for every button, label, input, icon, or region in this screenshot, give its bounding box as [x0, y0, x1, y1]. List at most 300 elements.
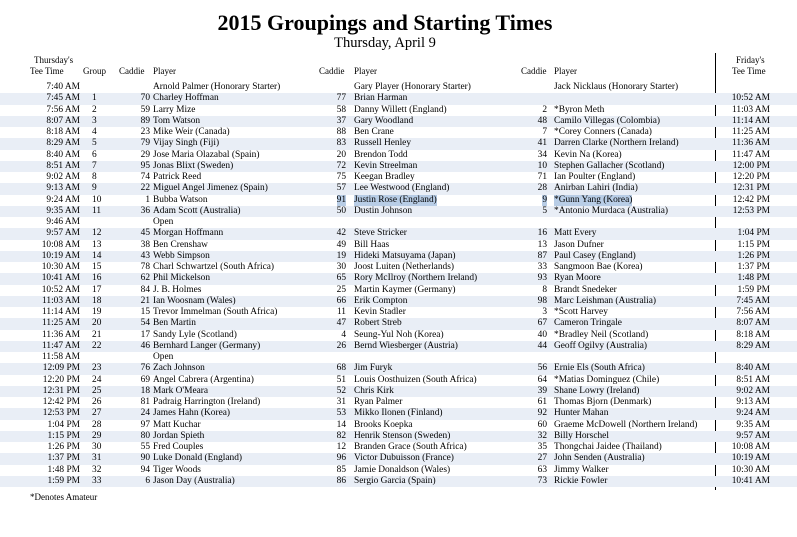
player-1: Angel Cabrera (Argentina): [153, 374, 254, 385]
caddie-number-1: 84: [140, 284, 150, 295]
thursday-tee-time: 7:40 AM: [46, 82, 80, 92]
friday-tee-time: 10:30 AM: [731, 464, 770, 475]
caddie-number-3: 13: [537, 239, 547, 250]
thursday-tee-time: 1:26 PM: [47, 442, 80, 452]
player-2: Louis Oosthuizen (South Africa): [354, 374, 477, 385]
caddie-number-2: 82: [336, 430, 346, 441]
thursday-tee-time: 1:59 PM: [47, 475, 80, 486]
player-2: Brian Harman: [354, 93, 408, 104]
player-3: Paul Casey (England): [554, 250, 636, 261]
friday-tee-time: 1:26 PM: [737, 250, 770, 261]
group-number: 7: [92, 160, 97, 171]
player-3: Stephen Gallacher (Scotland): [554, 160, 665, 171]
player-2: Victor Dubuisson (France): [354, 453, 454, 464]
table-row: [0, 386, 797, 397]
player-2: Branden Grace (South Africa): [354, 442, 467, 452]
thursday-tee-time: 1:48 PM: [47, 464, 80, 475]
caddie-number-2: 77: [336, 93, 346, 104]
group-number: 31: [92, 453, 102, 464]
player-1: Luke Donald (England): [153, 453, 243, 464]
group-number: 28: [92, 419, 102, 430]
group-number: 19: [92, 307, 102, 317]
player-1: Fred Couples: [153, 442, 204, 452]
player-1: Tom Watson: [153, 115, 201, 126]
table-row: [0, 273, 797, 284]
player-3: Brandt Snedeker: [554, 284, 617, 295]
table-row: [0, 240, 797, 251]
header-friday-top: Friday's: [736, 55, 765, 65]
group-number: 15: [92, 262, 102, 272]
caddie-number-2: 25: [336, 284, 346, 295]
caddie-number-2: 72: [336, 160, 346, 171]
table-row: [0, 363, 797, 374]
caddie-number-1: 6: [145, 475, 150, 486]
caddie-number-1: 55: [140, 442, 150, 452]
caddie-number-1: 69: [140, 374, 150, 385]
player-3: Sangmoon Bae (Korea): [554, 262, 643, 272]
friday-tee-time: 8:40 AM: [736, 363, 770, 374]
caddie-number-2: 86: [336, 475, 346, 486]
player-3: Graeme McDowell (Northern Ireland): [554, 419, 698, 430]
caddie-number-1: 79: [140, 138, 150, 149]
thursday-tee-time: 10:30 AM: [41, 262, 80, 272]
player-1: Adam Scott (Australia): [153, 205, 241, 216]
table-row: [0, 330, 797, 341]
page-subtitle: Thursday, April 9: [334, 35, 436, 51]
caddie-number-1: 18: [140, 385, 150, 396]
caddie-number-1: 97: [140, 419, 150, 430]
player-1: Charl Schwartzel (South Africa): [153, 262, 275, 272]
table-row: [0, 453, 797, 464]
caddie-number-3: 73: [537, 475, 547, 486]
thursday-tee-time: 11:03 AM: [42, 295, 80, 306]
group-number: 16: [92, 273, 102, 284]
player-2: Gary Woodland: [354, 115, 414, 126]
caddie-number-3: 98: [537, 295, 547, 306]
caddie-number-1: 70: [140, 93, 150, 104]
player-2: Chris Kirk: [354, 385, 394, 396]
group-number: 13: [92, 239, 102, 250]
friday-tee-time: 8:29 AM: [736, 340, 770, 351]
player-2: Russell Henley: [354, 138, 412, 149]
player-3: Matt Every: [554, 228, 597, 239]
player-1: Larry Mize: [153, 104, 196, 115]
caddie-number-3: 3: [542, 307, 547, 317]
player-3: Ernie Els (South Africa): [554, 363, 645, 374]
friday-tee-time: 11:03 AM: [732, 104, 770, 115]
caddie-number-3: 5: [542, 205, 547, 216]
player-2: Joost Luiten (Netherlands): [354, 262, 454, 272]
caddie-number-2: 51: [336, 374, 346, 385]
player-2: Mikko Ilonen (Finland): [354, 408, 443, 419]
caddie-number-2: 75: [336, 172, 346, 182]
caddie-number-3: 28: [537, 183, 547, 194]
player-3: Ian Poulter (England): [554, 172, 636, 182]
caddie-number-3: 9: [542, 194, 547, 205]
caddie-number-3: 40: [537, 329, 547, 340]
table-row: [0, 82, 797, 93]
friday-tee-time: 8:07 AM: [736, 318, 770, 329]
table-row: [0, 116, 797, 127]
player-3: Shane Lowry (Ireland): [554, 385, 640, 396]
friday-tee-time: 9:35 AM: [736, 419, 770, 430]
header-player-2: Player: [354, 66, 377, 76]
table-row: [0, 251, 797, 262]
thursday-tee-time: 10:08 AM: [41, 239, 80, 250]
caddie-number-2: 4: [341, 329, 346, 340]
player-3: Ryan Moore: [554, 273, 601, 284]
group-number: 5: [92, 138, 97, 149]
caddie-number-1: 43: [140, 250, 150, 261]
player-3: Jack Nicklaus (Honorary Starter): [554, 82, 679, 92]
caddie-number-1: 15: [140, 307, 150, 317]
table-row: [0, 431, 797, 442]
player-2: Brendon Todd: [354, 149, 408, 160]
group-number: 22: [92, 340, 102, 351]
group-number: 20: [92, 318, 102, 329]
table-row: [0, 150, 797, 161]
caddie-number-3: 44: [537, 340, 547, 351]
thursday-tee-time: 7:56 AM: [46, 104, 80, 115]
friday-tee-time: 1:48 PM: [737, 273, 770, 284]
player-2: Sergio Garcia (Spain): [354, 475, 436, 486]
friday-tee-time: 10:19 AM: [731, 453, 770, 464]
caddie-number-1: 78: [140, 262, 150, 272]
group-number: 10: [92, 194, 102, 205]
groupings-table: [0, 82, 797, 487]
caddie-number-3: 16: [537, 228, 547, 239]
group-number: 32: [92, 464, 102, 475]
player-2: Seung-Yul Noh (Korea): [354, 329, 444, 340]
player-2: Dustin Johnson: [354, 205, 413, 216]
player-1: Arnold Palmer (Honorary Starter): [153, 82, 281, 92]
caddie-number-2: 20: [336, 149, 346, 160]
player-2: Jamie Donaldson (Wales): [354, 464, 451, 475]
friday-tee-time: 12:20 PM: [732, 172, 770, 182]
table-row: [0, 217, 797, 228]
player-2: Henrik Stenson (Sweden): [354, 430, 451, 441]
player-3: *Byron Meth: [554, 104, 605, 115]
header-thursday-tee-time: Tee Time: [30, 66, 64, 76]
caddie-number-2: 88: [336, 127, 346, 137]
group-number: 1: [92, 93, 97, 104]
caddie-number-1: 38: [140, 239, 150, 250]
thursday-tee-time: 11:25 AM: [42, 318, 80, 329]
player-2: Martin Kaymer (Germany): [354, 284, 456, 295]
group-number: 21: [92, 329, 102, 340]
friday-tee-time: 12:42 PM: [732, 194, 770, 205]
caddie-number-1: 17: [140, 329, 150, 340]
group-number: 29: [92, 430, 102, 441]
table-row: [0, 476, 797, 487]
group-number: 9: [92, 183, 97, 194]
thursday-tee-time: 8:29 AM: [46, 138, 80, 149]
player-3: *Antonio Murdaca (Australia): [554, 205, 669, 216]
caddie-number-1: 94: [140, 464, 150, 475]
thursday-tee-time: 8:07 AM: [46, 115, 80, 126]
caddie-number-1: 45: [140, 228, 150, 239]
table-row: [0, 172, 797, 183]
table-row: [0, 352, 797, 363]
table-row: [0, 161, 797, 172]
player-1: Open: [153, 352, 174, 362]
header-caddie-3: Caddie: [521, 66, 547, 76]
table-row: [0, 93, 797, 104]
friday-tee-time: 8:18 AM: [736, 329, 770, 340]
caddie-number-2: 65: [336, 273, 346, 284]
player-3: John Senden (Australia): [554, 453, 645, 464]
player-3: Marc Leishman (Australia): [554, 295, 657, 306]
player-2: Hideki Matsuyama (Japan): [354, 250, 456, 261]
player-3: Camilo Villegas (Colombia): [554, 115, 661, 126]
caddie-number-3: 93: [537, 273, 547, 284]
caddie-number-2: 58: [336, 104, 346, 115]
friday-tee-time: 11:14 AM: [732, 115, 770, 126]
caddie-number-3: 56: [537, 363, 547, 374]
player-1: Jose Maria Olazabal (Spain): [153, 149, 260, 160]
thursday-tee-time: 10:52 AM: [41, 284, 80, 295]
thursday-tee-time: 12:53 PM: [42, 408, 80, 419]
thursday-tee-time: 1:37 PM: [47, 453, 80, 464]
thursday-tee-time: 10:41 AM: [41, 273, 80, 284]
table-row: [0, 183, 797, 194]
player-1: Ben Crenshaw: [153, 239, 208, 250]
caddie-number-3: 61: [537, 397, 547, 407]
caddie-number-2: 91: [336, 194, 346, 205]
caddie-number-3: 63: [537, 464, 547, 475]
player-1: Miguel Angel Jimenez (Spain): [153, 183, 268, 194]
player-1: Trevor Immelman (South Africa): [153, 307, 278, 317]
player-1: Patrick Reed: [153, 172, 202, 182]
player-1: Open: [153, 217, 174, 227]
table-row: [0, 408, 797, 419]
thursday-tee-time: 9:46 AM: [46, 217, 80, 227]
player-2: Kevin Streelman: [354, 160, 418, 171]
table-row: [0, 138, 797, 149]
player-3: *Scott Harvey: [554, 307, 608, 317]
group-number: 11: [92, 205, 102, 216]
player-3: Cameron Tringale: [554, 318, 622, 329]
caddie-number-1: 36: [140, 205, 150, 216]
player-3: Geoff Ogilvy (Australia): [554, 340, 648, 351]
player-1: Tiger Woods: [153, 464, 201, 475]
caddie-number-3: 41: [537, 138, 547, 149]
player-1: Bernhard Langer (Germany): [153, 340, 261, 351]
caddie-number-3: 8: [542, 284, 547, 295]
caddie-number-3: 48: [537, 115, 547, 126]
thursday-tee-time: 9:57 AM: [46, 228, 80, 239]
table-row: [0, 285, 797, 296]
player-1: James Hahn (Korea): [153, 408, 231, 419]
table-row: [0, 375, 797, 386]
caddie-number-1: 59: [140, 104, 150, 115]
caddie-number-3: 33: [537, 262, 547, 272]
table-row: [0, 318, 797, 329]
caddie-number-1: 90: [140, 453, 150, 464]
caddie-number-1: 23: [140, 127, 150, 137]
player-1: Mark O'Meara: [153, 385, 209, 396]
caddie-number-2: 49: [336, 239, 346, 250]
table-row: [0, 420, 797, 431]
player-3: Darren Clarke (Northern Ireland): [554, 138, 679, 149]
player-2: Robert Streb: [354, 318, 402, 329]
thursday-tee-time: 12:09 PM: [42, 363, 80, 374]
player-2: Steve Stricker: [354, 228, 407, 239]
player-3: Hunter Mahan: [554, 408, 609, 419]
group-number: 6: [92, 149, 97, 160]
group-number: 25: [92, 385, 102, 396]
player-3: Rickie Fowler: [554, 475, 608, 486]
player-1: Ben Martin: [153, 318, 196, 329]
caddie-number-3: 92: [537, 408, 547, 419]
thursday-tee-time: 8:51 AM: [46, 160, 80, 171]
caddie-number-2: 30: [336, 262, 346, 272]
caddie-number-2: 83: [336, 138, 346, 149]
table-row: [0, 127, 797, 138]
friday-tee-time: 9:02 AM: [736, 385, 770, 396]
player-1: Ian Woosnam (Wales): [153, 295, 236, 306]
group-number: 14: [92, 250, 102, 261]
caddie-number-3: 2: [542, 104, 547, 115]
caddie-number-2: 47: [336, 318, 346, 329]
caddie-number-2: 52: [336, 385, 346, 396]
caddie-number-3: 34: [537, 149, 547, 160]
caddie-number-2: 37: [336, 115, 346, 126]
player-2: Keegan Bradley: [354, 172, 415, 182]
player-2: Gary Player (Honorary Starter): [354, 82, 471, 92]
player-2: Jim Furyk: [354, 363, 393, 374]
thursday-tee-time: 1:04 PM: [47, 419, 80, 430]
caddie-number-3: 10: [537, 160, 547, 171]
player-3: *Corey Conners (Canada): [554, 127, 652, 137]
thursday-tee-time: 9:35 AM: [46, 205, 80, 216]
friday-tee-time: 11:25 AM: [732, 127, 770, 137]
thursday-tee-time: 10:19 AM: [41, 250, 80, 261]
player-2: Lee Westwood (England): [354, 183, 450, 194]
player-1: Charley Hoffman: [153, 93, 219, 104]
caddie-number-3: 60: [537, 419, 547, 430]
caddie-number-3: 87: [537, 250, 547, 261]
player-3: Thongchai Jaidee (Thailand): [554, 442, 662, 452]
player-1: Phil Mickelson: [153, 273, 211, 284]
caddie-number-3: 39: [537, 385, 547, 396]
thursday-tee-time: 12:42 PM: [42, 397, 80, 407]
caddie-number-1: 81: [140, 397, 150, 407]
group-number: 26: [92, 397, 102, 407]
caddie-number-3: 7: [542, 127, 547, 137]
header-caddie-1: Caddie: [119, 66, 145, 76]
friday-tee-time: 10:08 AM: [731, 442, 770, 452]
caddie-number-1: 76: [140, 363, 150, 374]
caddie-number-2: 12: [336, 442, 346, 452]
caddie-number-2: 57: [336, 183, 346, 194]
caddie-number-2: 11: [336, 307, 346, 317]
friday-tee-time: 10:41 AM: [731, 475, 770, 486]
thursday-tee-time: 12:20 PM: [42, 374, 80, 385]
caddie-number-3: 64: [537, 374, 547, 385]
caddie-number-1: 89: [140, 115, 150, 126]
player-1: Vijay Singh (Fiji): [153, 138, 220, 149]
player-1: Padraig Harrington (Ireland): [153, 397, 261, 407]
player-3: Jimmy Walker: [554, 464, 609, 475]
caddie-number-1: 74: [140, 172, 150, 182]
player-2: Justin Rose (England): [354, 194, 437, 205]
friday-tee-time: 9:57 AM: [736, 430, 770, 441]
player-3: Jason Dufner: [554, 239, 604, 250]
caddie-number-3: 27: [537, 453, 547, 464]
player-2: Ben Crane: [354, 127, 394, 137]
caddie-number-1: 95: [140, 160, 150, 171]
group-number: 2: [92, 104, 97, 115]
player-1: Zach Johnson: [153, 363, 205, 374]
table-row: [0, 105, 797, 116]
thursday-tee-time: 11:47 AM: [42, 340, 80, 351]
friday-tee-time: 1:15 PM: [737, 239, 770, 250]
caddie-number-2: 66: [336, 295, 346, 306]
player-3: *Bradley Neil (Scotland): [554, 329, 649, 340]
thursday-tee-time: 12:31 PM: [42, 385, 80, 396]
caddie-number-2: 85: [336, 464, 346, 475]
player-1: J. B. Holmes: [153, 284, 202, 295]
table-row: [0, 296, 797, 307]
player-1: Sandy Lyle (Scotland): [153, 329, 237, 340]
player-2: Brooks Koepka: [354, 419, 413, 430]
caddie-number-3: 71: [537, 172, 547, 182]
player-3: Thomas Bjorn (Denmark): [554, 397, 652, 407]
player-2: Bernd Wiesberger (Austria): [354, 340, 458, 351]
header-player-1: Player: [153, 66, 176, 76]
header-thursday-top: Thursday's: [34, 55, 74, 65]
thursday-tee-time: 9:24 AM: [46, 194, 80, 205]
caddie-number-2: 19: [336, 250, 346, 261]
caddie-number-1: 54: [140, 318, 150, 329]
player-1: Webb Simpson: [153, 250, 210, 261]
friday-tee-time: 1:59 PM: [737, 284, 770, 295]
caddie-number-2: 53: [336, 408, 346, 419]
header-friday-tee-time: Tee Time: [732, 66, 766, 76]
player-3: Billy Horschel: [554, 430, 609, 441]
table-row: [0, 307, 797, 318]
caddie-number-3: 35: [537, 442, 547, 452]
friday-tee-time: 11:47 AM: [732, 149, 770, 160]
table-row: [0, 206, 797, 217]
thursday-tee-time: 1:15 PM: [47, 430, 80, 441]
group-number: 12: [92, 228, 102, 239]
caddie-number-3: 32: [537, 430, 547, 441]
friday-tee-time: 1:04 PM: [737, 228, 770, 239]
caddie-number-2: 96: [336, 453, 346, 464]
player-2: Rory McIlroy (Northern Ireland): [354, 273, 478, 284]
friday-tee-time: 10:52 AM: [731, 93, 770, 104]
player-1: Matt Kuchar: [153, 419, 201, 430]
caddie-number-1: 29: [140, 149, 150, 160]
group-number: 33: [92, 475, 102, 486]
caddie-number-2: 50: [336, 205, 346, 216]
player-3: *Gunn Yang (Korea): [554, 194, 633, 205]
thursday-tee-time: 11:36 AM: [42, 329, 80, 340]
player-2: Bill Haas: [354, 239, 390, 250]
header-caddie-2: Caddie: [319, 66, 345, 76]
table-row: [0, 262, 797, 273]
player-1: Jordan Spieth: [153, 430, 205, 441]
thursday-tee-time: 9:13 AM: [46, 183, 80, 194]
group-number: 30: [92, 442, 102, 452]
caddie-number-1: 1: [145, 194, 150, 205]
player-1: Mike Weir (Canada): [153, 127, 230, 137]
friday-tee-time: 9:13 AM: [736, 397, 770, 407]
friday-tee-time: 7:56 AM: [736, 307, 770, 317]
player-1: Bubba Watson: [153, 194, 208, 205]
